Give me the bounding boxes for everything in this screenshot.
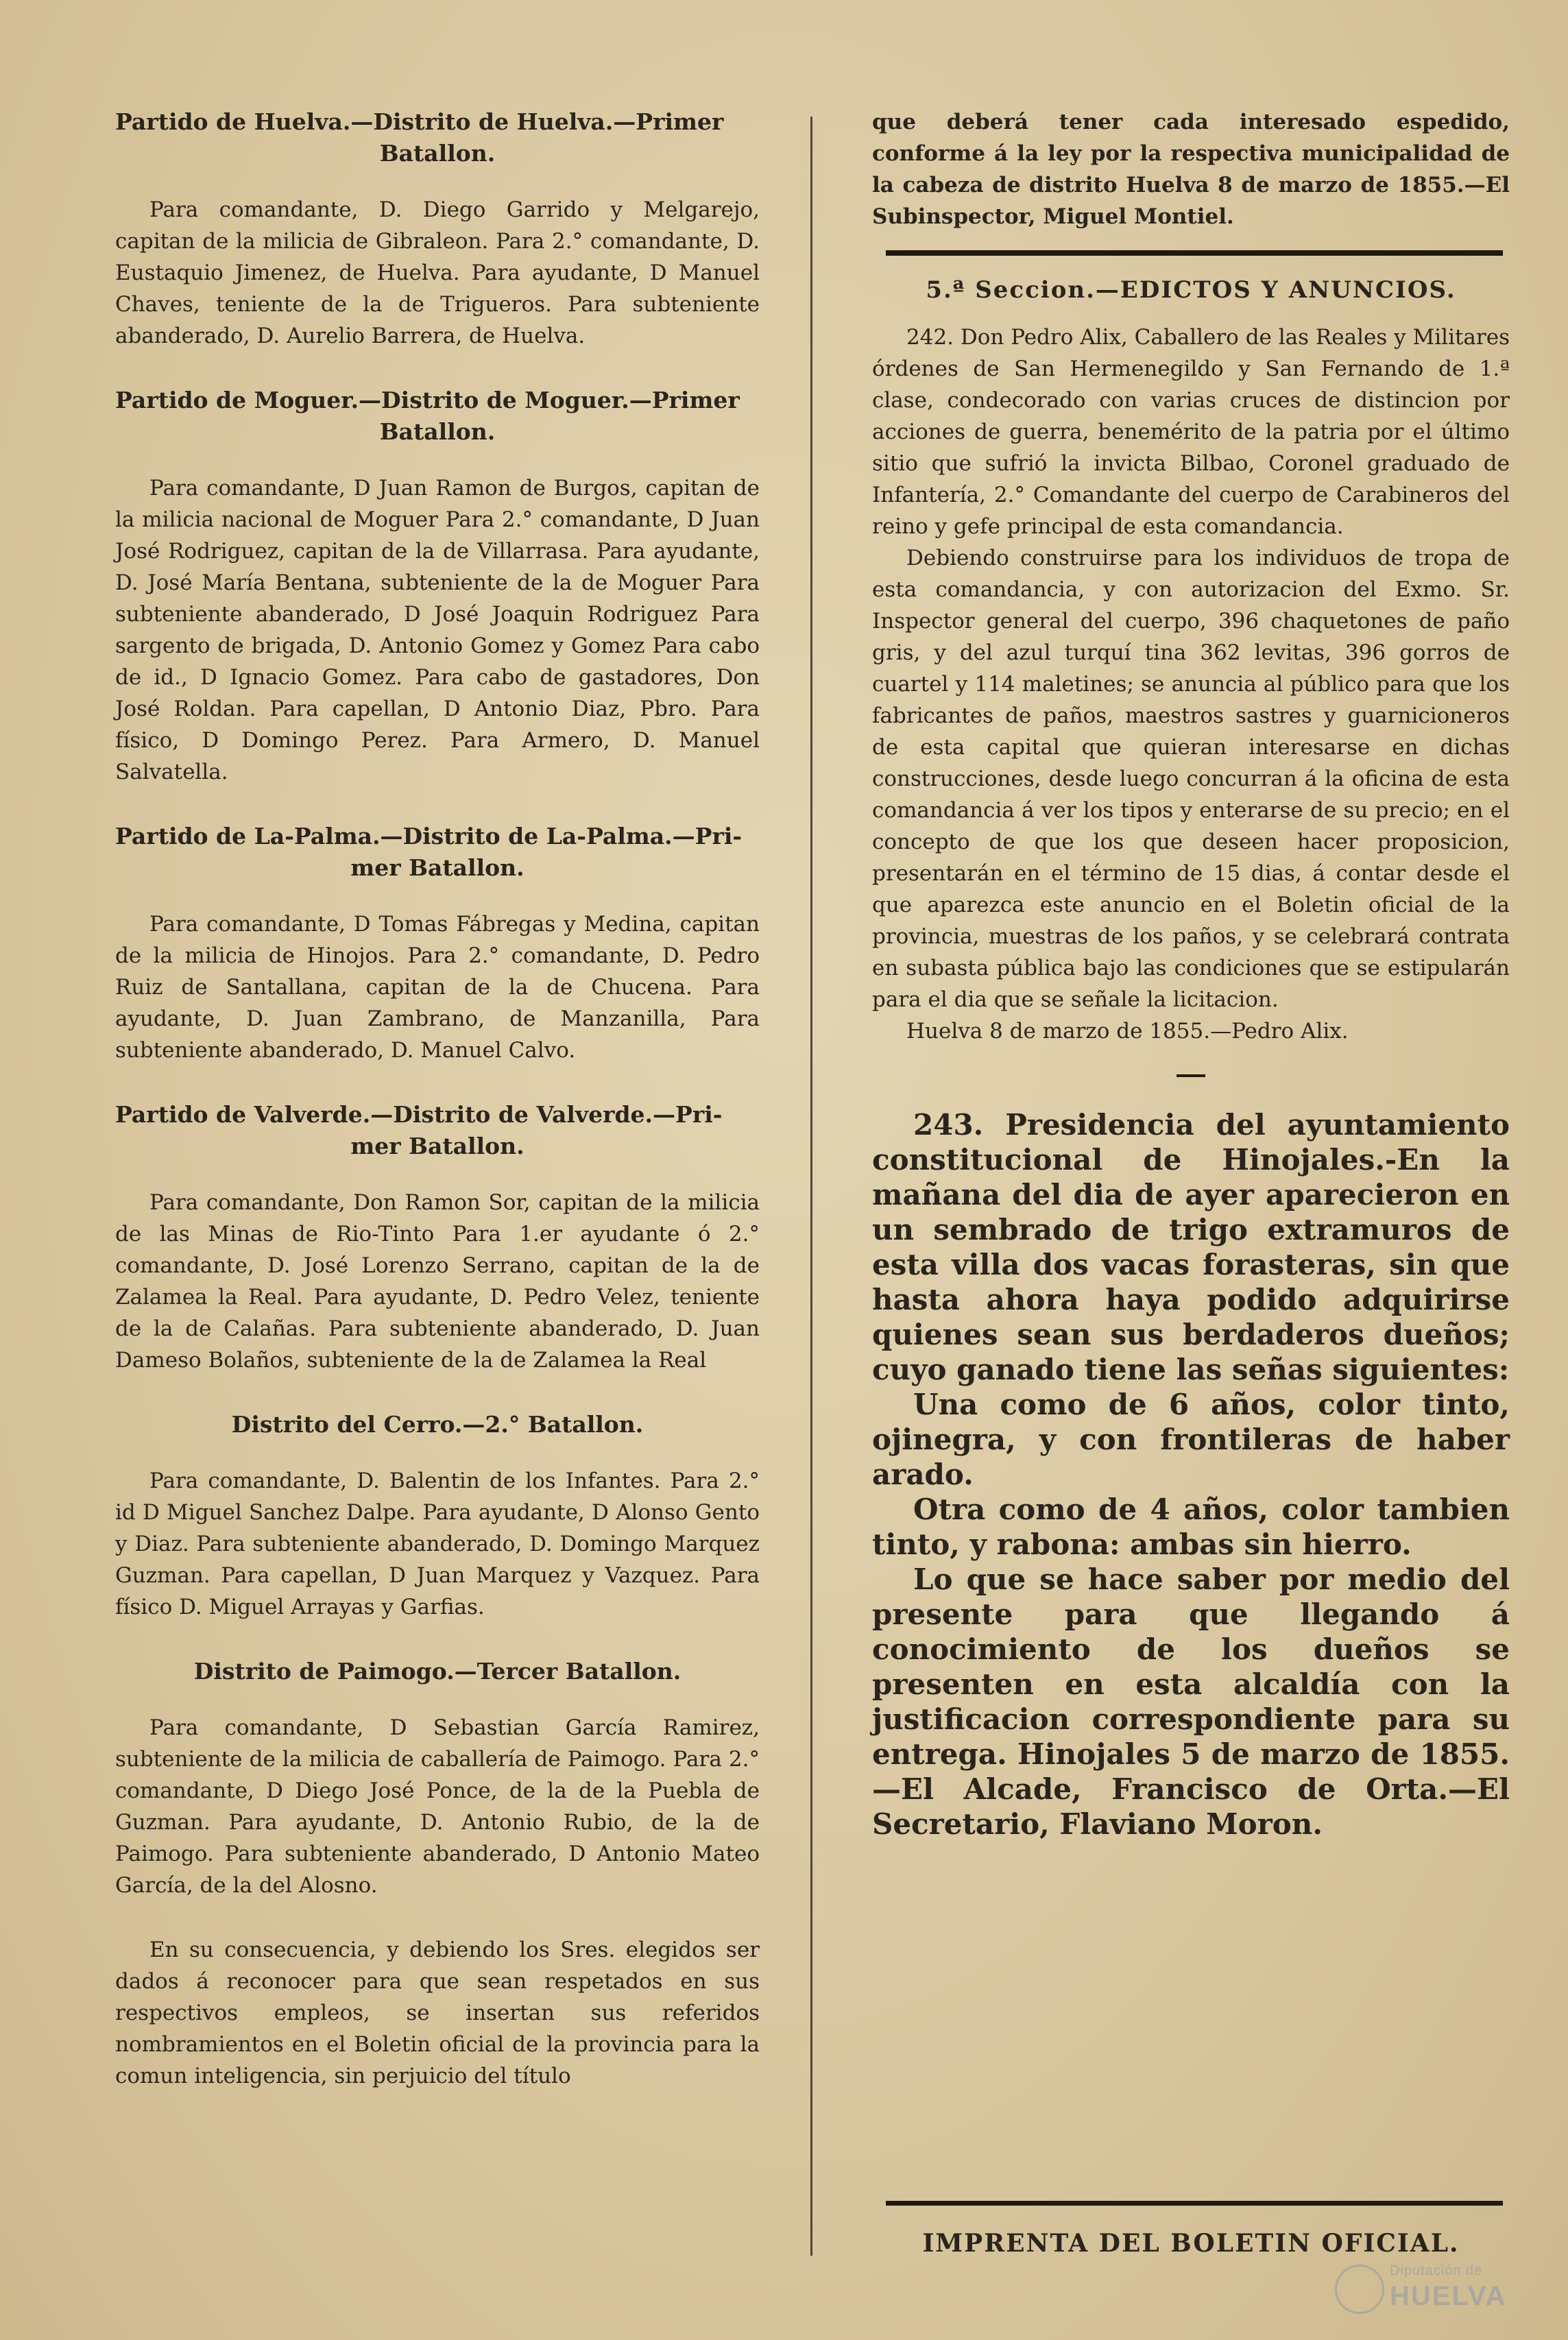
paimogo-heading: Distrito de Paimogo.—Tercer Batallon. [193,1658,682,1685]
la-palma-heading: Partido de La-Palma.—Distrito de La-Palma.—Pri- mer Batallon. [115,823,743,881]
la-palma-paragraph: Para comandante, D Tomas Fábregas y Medina, capitan de la milicia de Hinojos. Para 2.° comandante, D. Pedro Ruiz de Santallana, capitan de la de Chucena. Para ayudante, D. Juan Zambrano, de Manzanilla, Para subteniente abanderado, D. Manuel Calvo. [115,912,760,1063]
cerro-heading: Distrito del Cerro.—2.° Batallon. [231,1411,644,1438]
continuation-paragraph: que deberá tener cada interesado espedido, conforme á la ley por la respectiva municipalidad de la cabeza de distrito Huelva 8 de marzo de 1855.—El Subinspector, Miguel Montiel. [872,110,1510,229]
notice-243-intro: 243. Presidencia del ayuntamiento constitucional de Hinojales.-En la mañana del dia de ayer aparecieron en un sembrado de trigo extramuros de esta villa dos vacas forasteras, sin que hasta ahora haya podido adquirirse quienes sean sus berdaderos dueños; cuyo ganado tiene las señas siguientes: [872,1108,1510,1386]
archive-watermark: Diputación de HUELVA [1335,2258,1541,2319]
imprenta-footer: IMPRENTA DEL BOLETIN OFICIAL. [922,2229,1460,2258]
left-column [115,106,760,2092]
valverde-paragraph: Para comandante, Don Ramon Sor, capitan de la milicia de las Minas de Rio-Tinto Para 1.er ayudante ó 2.° comandante, D. José Lorenzo Serrano, capitan de la de Zalamea la Real. Para ayudante, D. Pedro Velez, teniente de la de Calañas. Para subteniente abanderado, D. Juan Dameso Bolaños, subteniente de la de Zalamea la Real [115,1190,760,1373]
notice-243-cow-2: Otra como de 4 años, color tambien tinto, y rabona: ambas sin hierro. [872,1493,1510,1561]
moguer-paragraph: Para comandante, D Juan Ramon de Burgos, capitan de la milicia nacional de Moguer Para 2.° comandante, D Juan José Rodriguez, capitan de la de Villarrasa. Para ayudante, D. José María Bentana, subteniente de la de Moguer Para subteniente abanderado, D José Joaquin Rodriguez Para sargento de brigada, D. Antonio Gomez y Gomez Para cabo de id., D Ignacio Gomez. Para cabo de gastadores, Don José Roldan. Para capellan, D Antonio Diaz, Pbro. Para físico, D Domingo Perez. Para Armero, D. Manuel Salvatella. [115,476,760,784]
right-column [872,106,1510,1842]
huelva-heading: Partido de Huelva.—Distrito de Huelva.—Primer Batallon. [115,108,724,167]
footer-rule [886,2201,1503,2206]
huelva-paragraph: Para comandante, D. Diego Garrido y Melgarejo, capitan de la milicia de Gibraleon. Para 2.° comandante, D. Eustaquio Jimenez, de Huelva. Para ayudante, D Manuel Chaves, teniente de la de Trigueros. Para subteniente abanderado, D. Aurelio Barrera, de Huelva. [115,197,760,348]
section-title: 5.ª Seccion.—EDICTOS Y ANUNCIOS. [926,276,1456,304]
paimogo-paragraph: Para comandante, D Sebastian García Ramirez, subteniente de la milicia de caballería de Paimogo. Para 2.° comandante, D Diego José Ponce, de la de la Puebla de Guzman. Para ayudante, D. Antonio Rubio, de la de Paimogo. Para subteniente abanderado, D Antonio Mateo García, de la del Alosno. [115,1715,760,1898]
notice-242-body: Debiendo construirse para los individuos de tropa de esta comandancia, y con autorizacion del Exmo. Sr. Inspector general del cuerpo, 396 chaquetones de paño gris, y del azul turquí tina 362 levitas, 396 gorros de cuartel y 114 maletines; se anuncia al público para que los fabricantes de paños, maestros sastres y guarnicioneros de esta capital que quieran interesarse en dichas construcciones, desde luego concurran á la oficina de esta comandancia á ver los tipos y enterarse de su precio; en el concepto de que los que deseen hacer proposicion, presentarán en el término de 15 dias, á contar desde el que aparezca este anuncio en el Boletin oficial de la provincia, muestras de los paños, y se celebrará contrata en subasta pública bajo las condiciones que se estipularán para el dia que se señale la licitacion. [872,546,1510,1012]
separator-dash [1177,1074,1205,1077]
column-divider [810,117,812,2256]
notice-242-intro: 242. Don Pedro Alix, Caballero de las Reales y Militares órdenes de San Hermenegildo y San Fernando de 1.ª clase, condecorado con varias cruces de distincion por acciones de guerra, benemérito de la patria por el último sitio que sufrió la invicta Bilbao, Coronel graduado de Infantería, 2.° Comandante del cuerpo de Carabineros del reino y gefe principal de esta comandancia. [872,325,1510,539]
notice-243-cow-1: Una como de 6 años, color tinto, ojinegra, y con frontileras de haber arado. [872,1388,1510,1491]
valverde-heading: Partido de Valverde.—Distrito de Valverde.—Pri- mer Batallon. [115,1101,723,1159]
moguer-heading: Partido de Moguer.—Distrito de Moguer.—Primer Batallon. [115,387,740,445]
cerro-paragraph: Para comandante, D. Balentin de los Infantes. Para 2.° id D Miguel Sanchez Dalpe. Para ayudante, D Alonso Gento y Diaz. Para subteniente abanderado, D. Domingo Marquez Guzman. Para capellan, D Juan Marquez y Vazquez. Para físico D. Miguel Arrayas y Garfias. [115,1469,760,1619]
notice-242-signature: Huelva 8 de marzo de 1855.—Pedro Alix. [906,1019,1349,1044]
section-rule [886,250,1503,256]
seal-icon [1335,2265,1384,2314]
notice-243-closing: Lo que se hace saber por medio del presente para que llegando á conocimiento de los dueños se presenten en esta alcaldía con la justificacion correspondiente para su entrega. Hinojales 5 de marzo de 1855. —El Alcade, Francisco de Orta.—El Secretario, Flaviano Moron. [872,1563,1510,1841]
consecuencia-paragraph: En su consecuencia, y debiendo los Sres. elegidos ser dados á reconocer para que sean respetados en sus respectivos empleos, se insertan sus referidos nombramientos en el Boletin oficial de la provincia para la comun inteligencia, sin perjuicio del título [115,1938,760,2088]
